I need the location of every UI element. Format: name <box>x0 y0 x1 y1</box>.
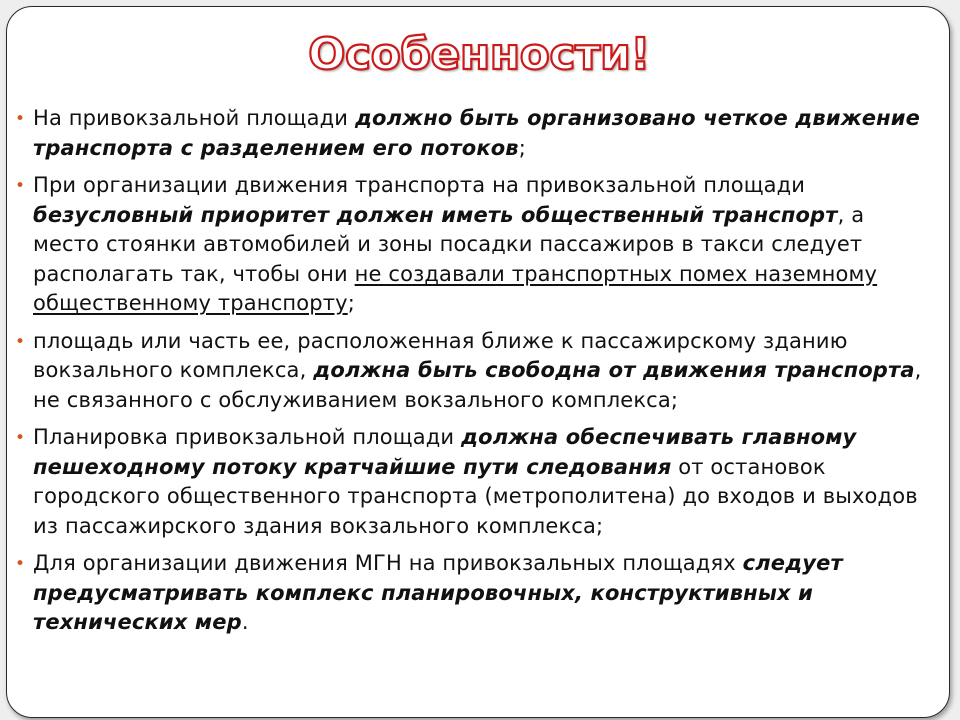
bullet-icon: • <box>15 109 26 129</box>
bullet-text: площадь или часть ее, расположенная ближе к пассажирскому зданию вокзального комплекса, <box>33 328 848 382</box>
bullet-text: , не связанного с обслуживанием вокзального комплекса; <box>33 358 922 412</box>
list-item <box>7 423 937 541</box>
slide-title: Особенности! <box>308 29 650 80</box>
list-item <box>7 549 937 638</box>
bullet-text: Планировка привокзальной площади <box>33 425 462 449</box>
list-item <box>7 104 937 163</box>
list-item <box>7 171 937 319</box>
bullet-text: от остановок городского общественного транспорта (метрополитена) до входов и выходов из пассажирского здания вокзального комплекса; <box>33 454 918 538</box>
bullet-text: При организации движения транспорта на привокзальной площади <box>33 173 806 197</box>
bullet-text: ; <box>347 291 355 315</box>
bullet-icon: • <box>15 331 26 352</box>
bullet-text: ; <box>518 135 526 160</box>
bullet-emphasis: безусловный приоритет должен иметь общественный транспорт <box>33 202 838 227</box>
bullet-icon: • <box>15 176 26 196</box>
list-item <box>7 327 937 416</box>
bullet-list <box>7 104 937 646</box>
bullet-text: Для организации движения МГН на привокзальных площадях <box>33 551 743 575</box>
bullet-text: На привокзальной площади <box>33 106 355 130</box>
bullet-icon: • <box>15 428 26 448</box>
slide <box>6 6 950 718</box>
bullet-emphasis: следует предусматривать комплекс планировочных, конструктивных и технических мер <box>33 551 843 634</box>
bullet-icon: • <box>15 554 26 574</box>
bullet-underlined: не создавали транспортных помех наземному общественному транспорту <box>33 261 878 315</box>
bullet-emphasis: должна быть свободна от движения транспорта <box>313 358 915 382</box>
bullet-emphasis: должно быть организовано четкое движение транспорта с разделением его потоков <box>33 106 921 160</box>
bullet-text: , а место стоянки автомобилей и зоны посадки пассажиров в такси следует располагать так, чтобы они <box>33 202 865 286</box>
bullet-text: . <box>241 610 249 634</box>
bullet-emphasis: должна обеспечивать главному пешеходному потоку кратчайшие пути следования <box>33 425 857 479</box>
